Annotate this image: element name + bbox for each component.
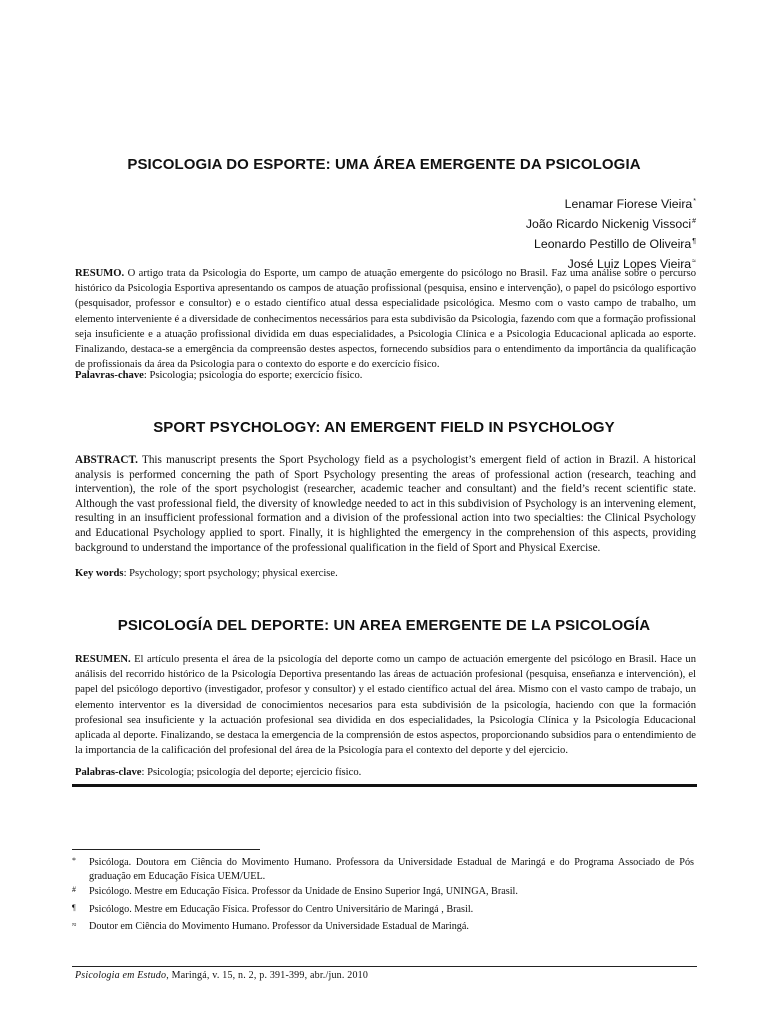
footnote-separator	[72, 849, 260, 850]
footnote-3-text: Psicólogo. Mestre em Educação Física. Professor do Centro Universitário de Maringá , Brasil.	[89, 904, 474, 915]
abstract-paragraph	[75, 453, 696, 555]
title-spanish: PSICOLOGÍA DEL DEPORTE: UN AREA EMERGENTE DE LA PSICOLOGÍA	[117, 617, 651, 634]
title-english: SPORT PSYCHOLOGY: AN EMERGENT FIELD IN PSYCHOLOGY	[153, 419, 615, 436]
abstract-text: This manuscript presents the Sport Psychology field as a psychologist’s emergent field of action in Brazil. A historical analysis is performed concerning the path of Sport Psychology presenting the areas of professional action (research, teaching and intervention), the role of the sport psychologist (researcher, academic teacher and consultant) and the field’s recent scientific state. Although the vast professional field, the diversity of knowledge needed to act in this subdivision of Psychology is an intervening element, resulting in an insufficient professional formation and a division of the professional action into two specialties: the Clinical Psychology and Educational Psychology applied to sport. Finally, it is highlighted the emergency in the comprehension of this aspects, providing background to understand the importance of the professional qualification in the field of Sport and Physical Exercise.	[75, 454, 696, 554]
author-2: João Ricardo Nickenig Vissoci#	[525, 217, 696, 231]
resumo-text: O artigo trata da Psicologia do Esporte, um campo de atuação emergente do psicólogo no Brasil. Faz uma análise sobre o percurso histórico da Psicologia Esportiva apresentando os campos de atuação profissional (pesquisa, ensino e intervenção), o papel do psicólogo esportivo (pesquisador, professor e consultor) e o estado científico atual dessa especialidade psicológica. Mesmo com o vasto campo de trabalho, um elemento interveniente é a diversidade de conhecimentos necessários para esta subdivisão da Psicologia, fazendo com que a formação profissional seja insuficiente e a atuação profissional dividida em duas especialidades, a Psicologia Clínica e a Psicologia Educacional aplicada ao esporte. Finalizando, destaca-se a emergência da compreensão destes aspectos, fornecendo subsídios para o entendimento da importância da qualificação de profissionais da área da Psicologia para o contexto do esporte e do exercício físico.	[75, 268, 696, 371]
resumo-paragraph	[75, 266, 696, 372]
resumen-keywords-label: Palabras-clave	[75, 767, 142, 778]
journal-citation: , Maringá, v. 15, n. 2, p. 391-399, abr./jun. 2010	[166, 970, 369, 981]
resumen-label: RESUMEN.	[75, 654, 131, 665]
journal-footer	[75, 969, 368, 983]
author-3: Leonardo Pestillo de Oliveira¶	[534, 237, 696, 251]
journal-name: Psicologia em Estudo	[75, 970, 167, 981]
footnote-3-mark: ¶	[72, 903, 76, 912]
section-divider	[72, 784, 697, 787]
footnote-2-mark: #	[72, 885, 76, 894]
abstract-label: ABSTRACT.	[75, 454, 138, 466]
resumo-keywords-label: Palavras-chave	[75, 370, 144, 381]
author-1-mark: *	[693, 198, 696, 205]
abstract-keywords	[75, 566, 696, 581]
resumen-paragraph	[75, 652, 696, 758]
author-4-mark: ≈	[692, 258, 696, 265]
author-4: José Luiz Lopes Vieira≈	[567, 257, 696, 271]
footnote-1-text: Psicóloga. Doutora em Ciência do Movimento Humano. Professora da Universidade Estadual de Maringá e do Programa Associado de Pós graduação em Educação Física UEM/UEL.	[89, 857, 694, 882]
resumo-keywords-text: : Psicologia; psicologia do esporte; exercício físico.	[143, 370, 363, 381]
title-portuguese: PSICOLOGIA DO ESPORTE: UMA ÁREA EMERGENTE DA PSICOLOGIA	[127, 156, 641, 173]
abstract-keywords-label: Key words	[75, 568, 124, 579]
author-2-mark: #	[692, 218, 696, 225]
footnote-4-text: Doutor em Ciência do Movimento Humano. Professor da Universidade Estadual de Maringá.	[89, 921, 469, 932]
footer-rule	[72, 966, 697, 967]
resumen-keywords-text: : Psicología; psicología del deporte; ejercicio físico.	[141, 767, 362, 778]
resumen-keywords	[75, 765, 696, 780]
author-3-mark: ¶	[692, 238, 696, 245]
footnote-1-mark: *	[72, 856, 76, 865]
author-list	[526, 193, 696, 273]
author-1: Lenamar Fiorese Vieira*	[564, 197, 696, 211]
footnote-2-text: Psicólogo. Mestre em Educação Física. Professor da Unidade de Ensino Superior Ingá, UNINGA, Brasil.	[89, 886, 518, 897]
resumo-keywords	[75, 368, 696, 383]
abstract-keywords-text: : Psychology; sport psychology; physical exercise.	[123, 568, 338, 579]
resumo-label: RESUMO.	[75, 268, 125, 279]
resumen-text: El artículo presenta el área de la psicología del deporte como un campo de actuación emergente del psicólogo en Brasil. Hace un análisis del recorrido histórico de la Psicología Deportiva presentando las áreas de actuación profesional (pesquisa, enseñanza e intervención), el papel del psicólogo deportivo (investigador, profesor y consultor) y el estado científico actual del área. Mismo con el vasto campo de trabajo, un elemento interventor es la diversidad de conocimientos necesarios para esta subdivisión de la psicología, haciendo con que la formación profesional sea insuficiente y la actuación profesional sea dividida en dos especialidades, la Psicología Clínica y la Psicología Educacional aplicada al deporte. Finalizando, se destaca la emergencia de la comprensión de estos aspectos, proporcionando subsidios para o entendimiento de la importancia de la calificación del profesional del área de la Psicología para el contexto del deporte y del ejercicio.	[75, 654, 696, 757]
footnote-4-mark: ≈	[72, 920, 77, 929]
